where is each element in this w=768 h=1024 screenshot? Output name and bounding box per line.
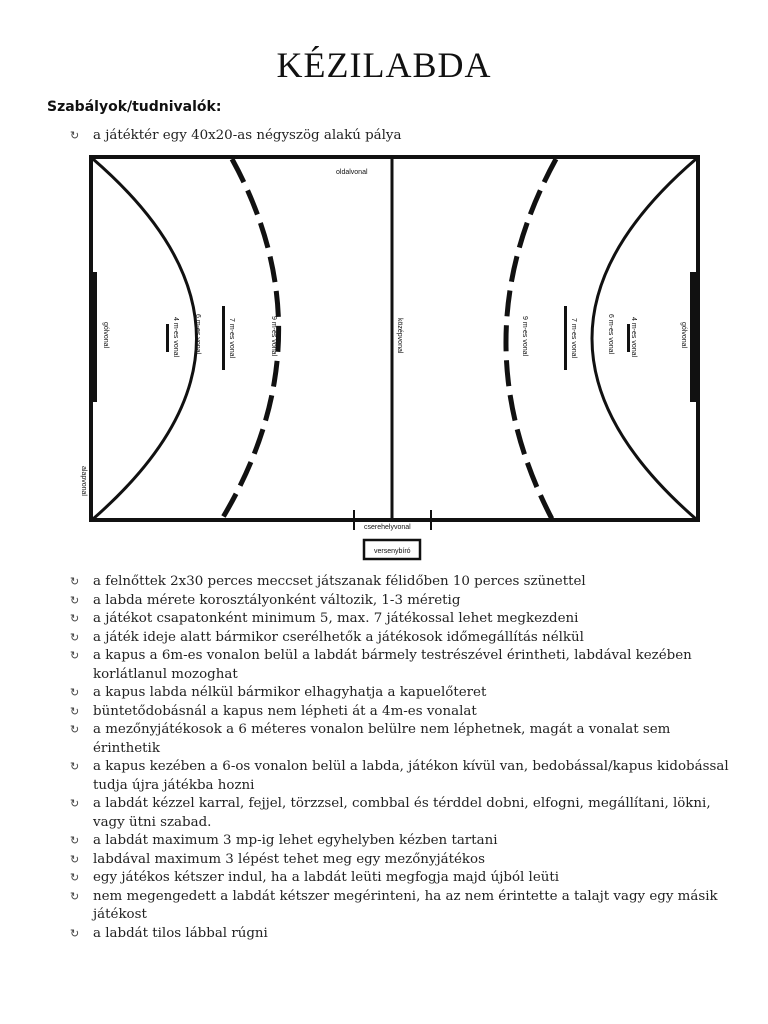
label-sideline: oldalvonal [336, 169, 368, 176]
list-item [70, 629, 730, 648]
list-item [70, 851, 730, 870]
label-right-nine-meter: 9 m-es vonal [521, 316, 528, 357]
label-left-four-meter: 4 m-es vonal [172, 317, 179, 358]
label-right-four-meter: 4 m-es vonal [630, 317, 637, 358]
right-four-meter-mark [627, 324, 630, 352]
left-four-meter-mark [166, 324, 169, 352]
label-substitution-line: cserehelyvonal [364, 524, 411, 531]
list-item [70, 127, 730, 146]
right-goal [690, 272, 696, 402]
right-nine-meter-line [506, 159, 556, 519]
right-seven-meter-mark [564, 306, 567, 370]
section-heading: Szabályok/tudnivalók: [47, 99, 222, 115]
list-item [70, 573, 730, 592]
list-item-text: a kapus a 6m-es vonalon belül a labdát bármely testrészével érintheti, labdával kezében korlátlanul mozoghat [93, 648, 692, 682]
label-right-six-meter: 6 m-es vonal [607, 314, 614, 355]
list-item [70, 610, 730, 629]
label-timekeeper: versenybíró [374, 548, 411, 555]
intro-list [70, 127, 730, 146]
list-item-text: labdával maximum 3 lépést tehet meg egy mezőnyjátékos [93, 851, 485, 867]
list-item [70, 758, 730, 795]
list-item [70, 721, 730, 758]
arrow-bullet-icon: ↻ [70, 871, 80, 884]
label-left-seven-meter: 7 m-es vonal [228, 318, 235, 359]
page-title: KÉZILABDA [276, 45, 492, 85]
handball-court-diagram [80, 150, 700, 570]
rules-list [70, 573, 730, 943]
list-item-text: egy játékos kétszer indul, ha a labdát leüti megfogja majd újból leüti [93, 870, 560, 885]
label-baseline: alapvonal [80, 466, 87, 496]
list-item-text: a játék ideje alatt bármikor cserélhetők a játékosok időmegállítás nélkül [93, 629, 584, 645]
list-item-text: a játékot csapatonként minimum 5, max. 7 játékossal lehet megkezdeni [93, 611, 579, 626]
list-item-text: a kapus labda nélkül bármikor elhagyhatja a kapuelőteret [93, 685, 487, 700]
list-item-text: a mezőnyjátékosok a 6 méteres vonalon belülre nem léphetnek, magát a vonalat sem érinthetik [93, 722, 671, 756]
arrow-bullet-icon: ↻ [70, 612, 80, 625]
list-item [70, 684, 730, 703]
arrow-bullet-icon: ↻ [70, 926, 80, 940]
arrow-bullet-icon: ↻ [70, 852, 80, 866]
list-item [70, 925, 730, 944]
label-goal-line-right: gólvonal [680, 322, 687, 349]
left-goal [91, 272, 97, 402]
left-seven-meter-mark [222, 306, 225, 370]
arrow-bullet-icon: ↻ [70, 649, 80, 662]
label-goal-line-left: gólvonal [102, 322, 109, 349]
arrow-bullet-icon: ↻ [70, 797, 80, 810]
list-item-text: nem megengedett a labdát kétszer megérinteni, ha az nem érintette a talajt vagy egy másik játékost [93, 888, 718, 922]
arrow-bullet-icon: ↻ [70, 630, 80, 644]
arrow-bullet-icon: ↻ [70, 129, 80, 142]
arrow-bullet-icon: ↻ [70, 704, 80, 718]
list-item-text: a felnőttek 2x30 perces meccset játszanak félidőben 10 perces szünettel [93, 574, 586, 589]
arrow-bullet-icon: ↻ [70, 723, 80, 736]
arrow-bullet-icon: ↻ [70, 686, 80, 699]
arrow-bullet-icon: ↻ [70, 575, 80, 588]
label-left-six-meter: 6 m-es vonal [194, 314, 201, 355]
list-item [70, 832, 730, 851]
label-center-line: középvonal [396, 318, 403, 354]
label-left-nine-meter: 9 m-es vonal [270, 316, 277, 357]
list-item-text: a labdát tilos lábbal rúgni [93, 925, 268, 941]
list-item-text: a labdát maximum 3 mp-ig lehet egyhelyben kézben tartani [93, 833, 498, 848]
list-item [70, 888, 730, 925]
arrow-bullet-icon: ↻ [70, 593, 80, 607]
arrow-bullet-icon: ↻ [70, 889, 80, 903]
list-item [70, 869, 730, 888]
list-item-text: a játéktér egy 40x20-as négyszög alakú pálya [93, 128, 402, 143]
list-item [70, 647, 730, 684]
label-right-seven-meter: 7 m-es vonal [570, 318, 577, 359]
list-item-text: büntetődobásnál a kapus nem lépheti át a 4m-es vonalat [93, 703, 477, 719]
list-item [70, 703, 730, 722]
list-item [70, 795, 730, 832]
list-item-text: a labda mérete korosztályonként változik, 1-3 méretig [93, 592, 461, 608]
list-item-text: a kapus kezében a 6-os vonalon belül a labda, játékon kívül van, bedobással/kapus kidobással tudja újra játékba hozni [93, 759, 729, 793]
list-item [70, 592, 730, 611]
court-boundary [91, 157, 698, 520]
list-item-text: a labdát kézzel karral, fejjel, törzzsel, combbal és térddel dobni, elfogni, megállítani, lökni, vagy ütni szabad. [93, 796, 711, 830]
arrow-bullet-icon: ↻ [70, 834, 80, 847]
arrow-bullet-icon: ↻ [70, 760, 80, 773]
